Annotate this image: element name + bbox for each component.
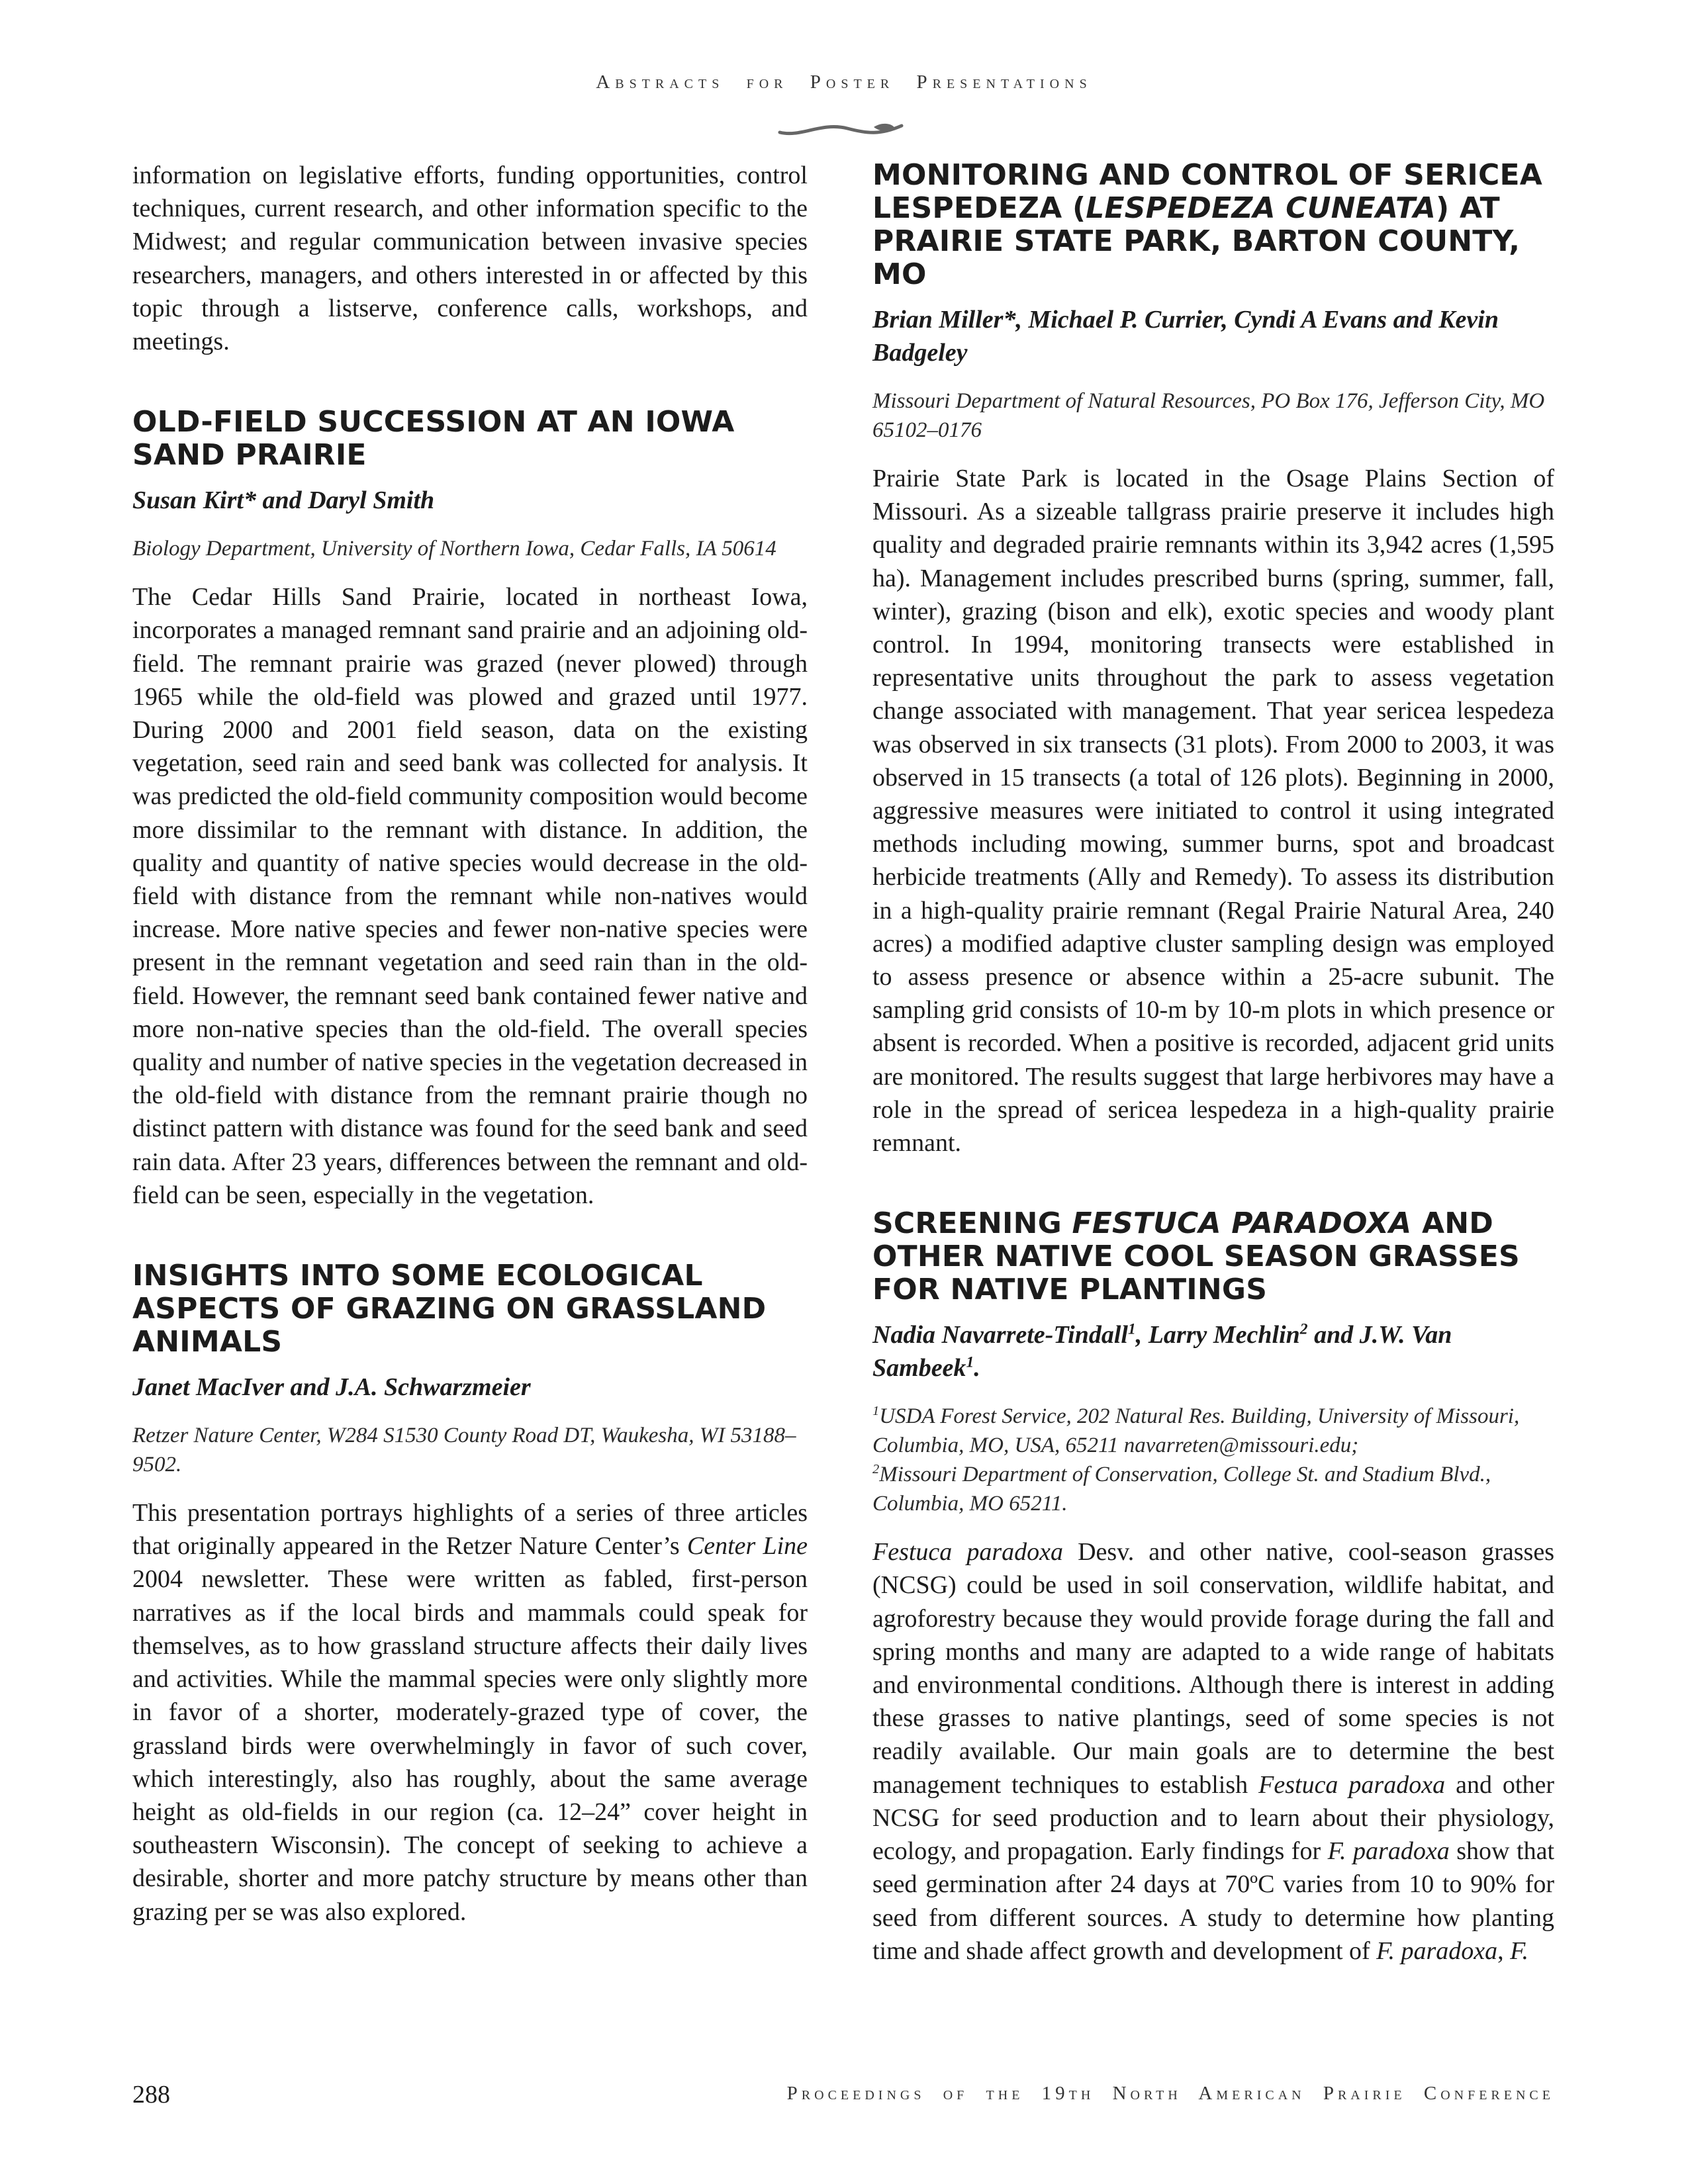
species-italic: F. paradoxa (1327, 1837, 1450, 1866)
affiliation-usda-mdc (872, 1402, 1554, 1518)
tilde-ornament-icon (774, 118, 907, 142)
abstract-body-grazing (132, 1496, 808, 1929)
affil-marker: 1 (966, 1353, 974, 1371)
abstract-title-old-field: OLD-FIELD SUCCESSION AT AN IOWA SAND PRAIRIE (132, 405, 735, 473)
species-italic: Festuca paradoxa (1258, 1770, 1446, 1799)
authors-maciver-schwarzmeier: Janet MacIver and J.A. Schwarzmeier (132, 1373, 531, 1402)
abstract-body-old-field: The Cedar Hills Sand Prairie, located in northeast Iowa, incorporates a managed remnant sand prairie and an adjoining old-field. The remnant prairie was grazed (never plowed) through 1965 while the old-field was plowed and grazed until 1977. During 2000 and 2001 field season, data on the existing vegetation, seed rain and seed bank was collected for analysis. It was predicted the old-field community composition would become more dissimilar to the remnant with distance. In addition, the quality and quantity of native species would decrease in the old-field with distance from the remnant while non-natives would increase. More native species and fewer non-native species were present in the remnant vegetation and seed rain than in the old-field. However, the remnant seed bank contained fewer native and more non-native species than the old-field. The overall species quality and number of native species in the vegetation decreased in the old-field with distance from the remnant prairie though no distinct pattern with distance was found for the seed bank and seed rain data. After 23 years, differences between the remnant and old-field can be seen, especially in the vegetation. (132, 583, 808, 1209)
affiliation-usda: USDA Forest Service, 202 Natural Res. Building, University of Missouri, Columbia, MO, USA, 65211 navarreten@missouri.edu; (872, 1404, 1520, 1458)
page-footer (132, 2080, 1554, 2113)
running-header: Abstracts for Poster Presentations (596, 71, 1092, 93)
author-name: , Larry Mechlin (1135, 1321, 1300, 1349)
body-part: show that seed germination after 24 days at 70ºC varies from 10 to 90% for seed from different sources. A study to determine how planting time and shade affect growth and development of (872, 1837, 1555, 1965)
affil-marker: 2 (872, 1462, 880, 1477)
species-italic: Festuca paradoxa (872, 1538, 1064, 1567)
page-number: 288 (132, 2081, 170, 2109)
body-part: This presentation portrays highlights of a series of three articles that originally appeared in the Retzer Nature Center’s (132, 1499, 808, 1561)
body-part: Desv. and other native, cool-season grasses (NCSG) could be used in soil conservation, wildlife habitat, and agroforestry because they would provide forage during the fall and spring months and many are adapted to a wide range of habitats and environmental conditions. Although there is interest in adding these grasses to native plantings, seed of some species is not readily available. Our main goals are to determine the best management techniques to establish (872, 1538, 1554, 1799)
right-column (872, 159, 1554, 1968)
title-part: ) AT PRAIRIE STATE PARK, BARTON COUNTY, MO (872, 191, 1521, 291)
abstract-body-sericea: Prairie State Park is located in the Osage Plains Section of Missouri. As a sizeable tallgrass prairie preserve it includes high quality and degraded prairie remnants within its 3,942 acres (1,595 ha). Management includes prescribed burns (spring, summer, fall, winter), grazing (bison and elk), exotic species and woody plant control. In 1994, monitoring transects were established in representative units throughout the park to assess vegetation change associated with management. That year sericea lespedeza was observed in six transects (31 plots). From 2000 to 2003, it was observed in 15 transects (a total of 126 plots). Beginning in 2000, aggressive measures were initiated to control it using integrated methods including mowing, summer burns, spot and broadcast herbicide treatments (Ally and Remedy). To assess its distribution in a high-quality prairie remnant (Regal Prairie Natural Area, 240 acres) a modified adaptive cluster sampling design was employed to assess presence or absence within a 25-acre subunit. The sampling grid consists of 10-m by 10-m plots in which presence or absent is recorded. When a positive is recorded, adjacent grid units are monitored. The results suggest that large herbivores may have a role in the spread of sericea lespedeza in a high-quality prairie remnant. (872, 465, 1554, 1158)
abstract-title-festuca (872, 1207, 1554, 1306)
authors-miller-et-al: Brian Miller*, Michael P. Currier, Cyndi A Evans and Kevin Badgeley (872, 306, 1499, 367)
affil-marker: 2 (1299, 1320, 1308, 1338)
species-italic: F. paradoxa (1376, 1936, 1498, 1965)
affil-marker: 1 (872, 1404, 880, 1419)
abstract-title-grazing: INSIGHTS INTO SOME ECOLOGICAL ASPECTS OF GRAZING ON GRASSLAND ANIMALS (132, 1259, 767, 1359)
affiliation-retzer: Retzer Nature Center, W284 S1530 County Road DT, Waukesha, WI 53188–9502. (132, 1424, 796, 1477)
affiliation-mdnr: Missouri Department of Natural Resources, PO Box 176, Jefferson City, MO 65102–0176 (872, 389, 1545, 442)
affiliation-uni: Biology Department, University of Northern Iowa, Cedar Falls, IA 50614 (132, 537, 776, 561)
title-italic-species: FESTUCA PARADOXA (1072, 1206, 1412, 1241)
newsletter-title: Center Line (686, 1532, 808, 1561)
body-part: and other NCSG for seed production and to learn about their physiology, ecology, and propagation. Early findings for (872, 1770, 1555, 1866)
abstract-title-sericea (872, 159, 1554, 291)
title-part: MONITORING AND CONTROL OF SERICEA LESPEDEZA ( (872, 158, 1542, 225)
affiliation-mdc: Missouri Department of Conservation, College St. and Stadium Blvd., Columbia, MO 65211. (872, 1463, 1491, 1516)
affil-marker: 1 (1127, 1320, 1136, 1338)
title-italic-species: LESPEDEZA CUNEATA (1086, 191, 1436, 225)
continued-paragraph: information on legislative efforts, funding opportunities, control techniques, current research, and other information specific to the Midwest; and regular communication between invasive species researchers, managers, and others interested in or affected by this topic through a listserve, conference calls, workshops, and meetings. (132, 161, 808, 356)
body-part: , (1497, 1936, 1504, 1965)
proceedings-title: Proceedings of the 19th North American Prairie Conference (786, 2083, 1554, 2104)
species-italic: F. (1510, 1936, 1528, 1965)
authors-kirt-smith: Susan Kirt* and Daryl Smith (132, 486, 435, 515)
abstract-body-festuca (872, 1535, 1554, 1968)
title-part: SCREENING (872, 1206, 1062, 1241)
author-end: . (974, 1354, 980, 1383)
body-part: 2004 newsletter. These were written as fabled, first-person narratives as if the local birds and mammals could speak for themselves, as to how grassland structure affects their daily lives and activities. While the mammal species were only slightly more in favor of a shorter, moderately-grazed type of cover, the grassland birds were overwhelmingly in favor of such cover, which interestingly, also has roughly, about the same average height as old-fields in our region (ca. 12–24” cover height in southeastern Wisconsin). The concept of seeking to achieve a desirable, shorter and more patchy structure by means other than grazing per se was also explored. (132, 1565, 808, 1926)
title-part: AND OTHER NATIVE COOL SEASON GRASSES FOR NATIVE PLANTINGS (872, 1206, 1520, 1307)
author-name: Nadia Navarrete-Tindall (872, 1321, 1128, 1349)
authors-navarrete-et-al (872, 1318, 1554, 1385)
left-column (132, 159, 808, 1929)
author-name: and J.W. Van Sambeek (872, 1321, 1452, 1383)
